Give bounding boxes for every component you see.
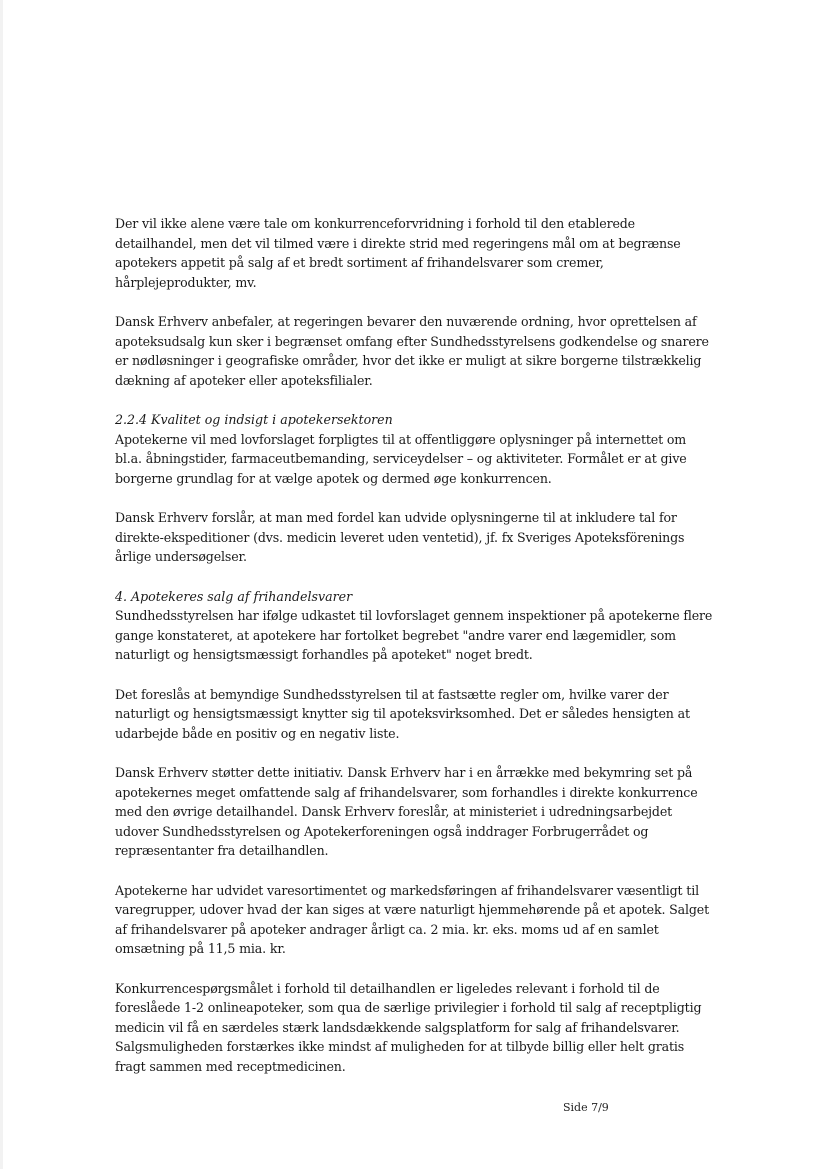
paragraph-inspections: Sundhedsstyrelsen har ifølge udkastet til lovforslaget gennem inspektioner på apotekerne flere gange konstateret, at apotekere har fortolket begrebet "andre varer end lægemidler, som naturligt og hensigtsmæssigt forhandles på apoteket" noget bredt. bbox=[115, 608, 713, 662]
scan-edge bbox=[0, 0, 3, 1169]
paragraph-expanded-assortment: Apotekerne har udvidet varesortimentet og markedsføringen af frihandelsvarer væsentligt til varegrupper, udover hvad der kan siges at være naturligt hjemmehørende på et apotek. Salget af frihandelsvarer på apoteker andrager årligt ca. 2 mia. kr. eks. moms ud af en samlet omsætning på 11,5 mia. kr. bbox=[115, 882, 709, 956]
document-body bbox=[115, 214, 715, 1096]
section-4 bbox=[115, 587, 715, 1077]
page-number: Side 7/9 bbox=[563, 1101, 609, 1114]
paragraph-positive-negative-list: Det foreslås at bemyndige Sundhedsstyrelsen til at fastsætte regler om, hvilke varer der naturligt og hensigtsmæssigt knytter sig til apoteksvirksomhed. Det er således hensigten at udarbejde både en positiv og en negativ liste. bbox=[115, 686, 690, 741]
section-heading-4: 4. Apotekeres salg af frihandelsvarer bbox=[115, 588, 353, 604]
paragraph-support-initiative: Dansk Erhverv støtter dette initiativ. Dansk Erhverv har i en årrække med bekymring set på apotekernes meget omfattende salg af frihandelsvarer, som forhandles i direkte konkurrence med den øvrige detailhandel. Dansk Erhverv foreslår, at ministeriet i udredningsarbejdet udover Sundhedsstyrelsen og Apotekerforeningen også inddrager Forbrugerrådet og repræsentanter fra detailhandlen. bbox=[115, 765, 698, 858]
paragraph-competition-distortion: Der vil ikke alene være tale om konkurrenceforvridning i forhold til den etablerede detailhandel, men det vil tilmed være i direkte strid med regeringens mål om at begrænse apotekers appetit på salg af et bredt sortiment af frihandelsvarer som cremer, hårplejeprodukter, mv. bbox=[115, 216, 681, 290]
paragraph-recommendation: Dansk Erhverv anbefaler, at regeringen bevarer den nuværende ordning, hvor oprettelsen af apoteksudsalg kun sker i begrænset omfang efter Sundhedsstyrelsens godkendelse og snarere er nødløsninger i geografiske områder, hvor det ikke er muligt at sikre borgerne tilstrækkelig dækning af apoteker eller apoteksfilialer. bbox=[115, 314, 709, 388]
section-heading-2-2-4: 2.2.4 Kvalitet og indsigt i apotekersektoren bbox=[115, 412, 393, 427]
paragraph-publication-duty: Apotekerne vil med lovforslaget forpligtes til at offentliggøre oplysninger på internettet om bl.a. åbningstider, farmaceutbemanding, serviceydelser – og aktiviteter. Formålet er at give borgerne grundlag for at vælge apotek og dermed øge konkurrencen. bbox=[115, 431, 687, 486]
section-2-2-4 bbox=[115, 410, 715, 567]
paragraph-online-pharmacies: Konkurrencespørgsmålet i forhold til detailhandlen er ligeledes relevant i forhold til de foreslåede 1-2 onlineapoteker, som qua de særlige privilegier i forhold til salg af receptpligtig medicin vil få en særdeles stærk landsdækkende salgsplatform for salg af frihandelsvarer. Salgsmuligheden forstærkes ikke mindst af muligheden for at tilbyde billig eller helt gratis fragt sammen med receptmedicinen. bbox=[115, 980, 702, 1074]
paragraph-direct-dispensing: Dansk Erhverv forslår, at man med fordel kan udvide oplysningerne til at inkludere tal for direkte-ekspeditioner (dvs. medicin leveret uden ventetid), jf. fx Sveriges Apoteksförenings årlige undersøgelser. bbox=[115, 510, 685, 564]
